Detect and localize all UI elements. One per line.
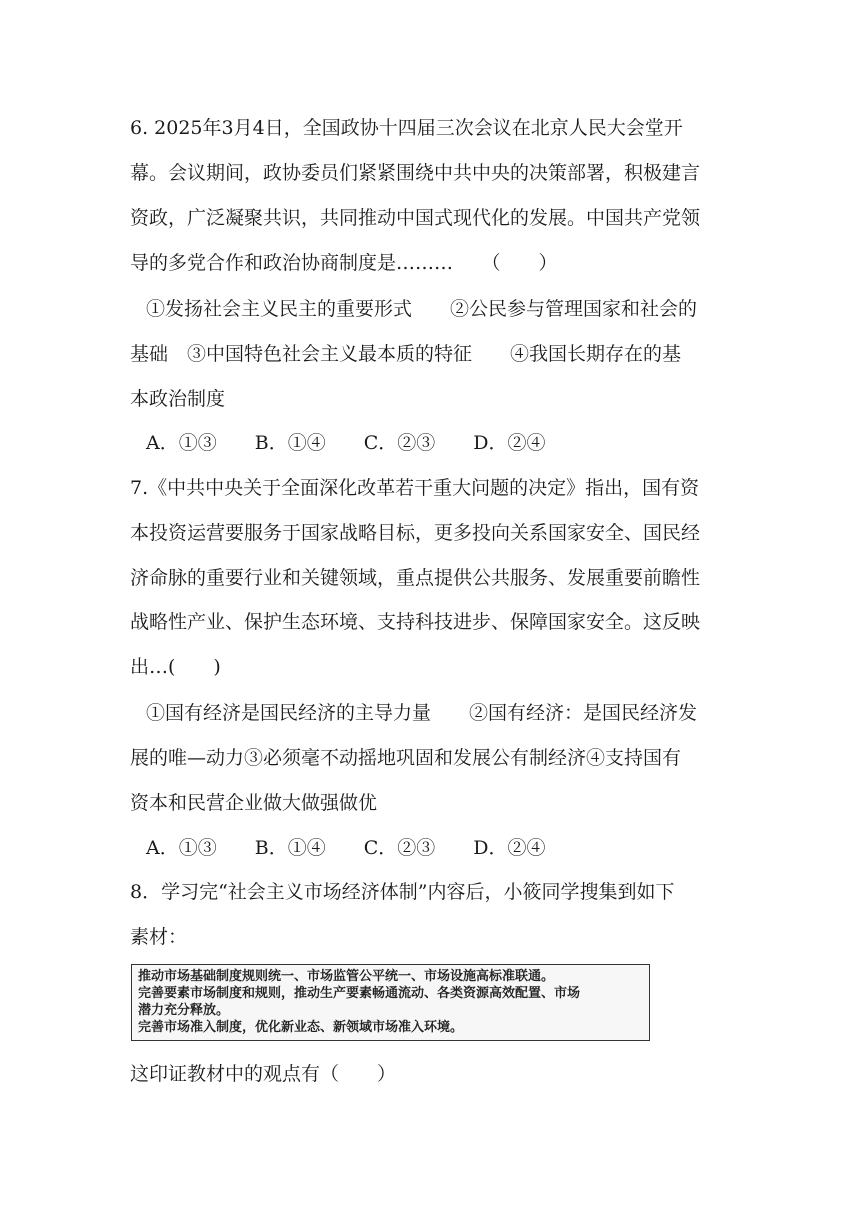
material-box [131,964,650,1041]
q7-statement-1: ①国有经济是国民经济的主导力量 ②国有经济：是国民经济发 [146,702,698,724]
q7-option-b: B．①④ [254,837,326,859]
q7-line-2: 本投资运营要服务于国家战略目标，更多投向关系国家安全、国民经 [130,522,701,544]
q7-line-1: 7.《中共中央关于全面深化改革若干重大问题的决定》指出，国有资 [130,477,700,499]
q8-line-2: 素材： [130,926,188,948]
q7-line-5: 出…( ) [130,656,221,678]
q7-line-4: 战略性产业、保护生态环境、支持科技进步、保障国家安全。这反映 [130,611,701,633]
q8-line-1: 8．学习完“社会主义市场经济体制”内容后，小筱同学搜集到如下 [130,881,675,903]
q6-option-d: D．②④ [473,432,546,454]
q6-options [146,431,583,455]
material-line-2: 完善要素市场制度和规则，推动生产要素畅通流动、各类资源高效配置、市场 [138,986,581,1001]
material-line-1: 推动市场基础制度规则统一、市场监管公平统一、市场设施高标准联通。 [138,969,555,984]
q7-statement-3: 资本和民营企业做大做强做优 [130,792,378,814]
q8-after-line: 这印证教材中的观点有（ ） [130,1063,397,1085]
q6-statement-2: 基础 ③中国特色社会主义最本质的特征 ④我国长期存在的基 [130,343,682,365]
q7-option-a: A．①③ [146,837,217,859]
q7-statement-2: 展的唯—动力③必须毫不动摇地巩固和发展公有制经济④支持国有 [130,747,682,769]
q7-option-c: C．②③ [363,837,436,859]
q6-option-c: C．②③ [363,432,436,454]
material-line-4: 完善市场准入制度，优化新业态、新领域市场准入环境。 [138,1020,464,1035]
q7-option-d: D．②④ [473,837,546,859]
material-line-3: 潜力充分释放。 [138,1003,230,1018]
q6-line-4: 导的多党合作和政治协商制度是……… （ ） [130,252,558,274]
q6-line-2: 幕。会议期间，政协委员们紧紧围绕中共中央的决策部署，积极建言 [130,162,701,184]
q6-option-a: A．①③ [146,432,217,454]
q6-statement-1: ①发扬社会主义民主的重要形式 ②公民参与管理国家和社会的 [146,298,698,320]
q7-line-3: 济命脉的重要行业和关键领域，重点提供公共服务、发展重要前瞻性 [130,567,701,589]
q6-line-3: 资政，广泛凝聚共识，共同推动中国式现代化的发展。中国共产党领 [130,207,701,229]
q7-options [146,836,583,860]
q6-option-b: B．①④ [254,432,326,454]
q6-statement-3: 本政治制度 [130,388,226,410]
q6-line-1: 6. 2025年3月4日，全国政协十四届三次会议在北京人民大会堂开 [130,117,683,139]
